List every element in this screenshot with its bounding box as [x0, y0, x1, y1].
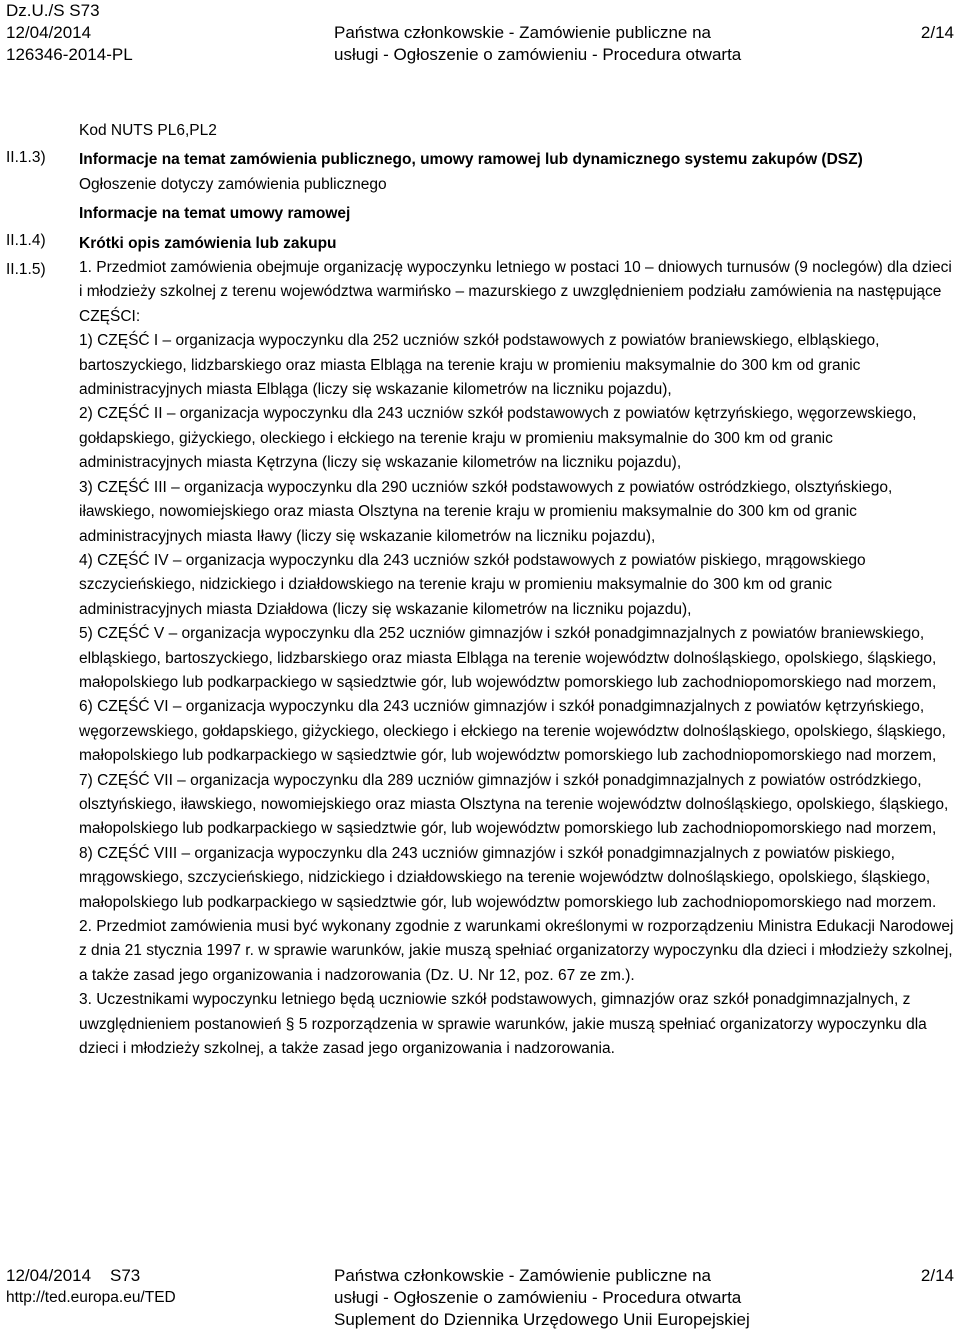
- footer-ted-link[interactable]: http://ted.europa.eu/TED: [6, 1289, 176, 1306]
- header-date: 12/04/2014: [6, 23, 92, 42]
- header-notice-id: 126346-2014-PL: [6, 45, 133, 64]
- footer-page-number: 2/14: [920, 1266, 954, 1285]
- description-title: Krótki opis zamówienia lub zakupu: [79, 234, 337, 252]
- footer-title-line2: usługi - Ogłoszenie o zamówieniu - Procedura otwarta: [334, 1288, 742, 1307]
- info-value: Ogłoszenie dotyczy zamówienia publicznego: [79, 175, 387, 193]
- header-title-line2: usługi - Ogłoszenie o zamówieniu - Procedura otwarta: [334, 45, 742, 64]
- section-number-ii-1-4: II.1.4): [6, 232, 46, 249]
- description-paragraph: 3. Uczestnikami wypoczynku letniego będą uczniowie szkół podstawowych, gimnazjów oraz szkół ponadgimnazjalnych, z uwzględnieniem postanowień § 5 rozporządzenia w sprawie warunków, jakie muszą spełniać organizatorzy wypoczynku dla dzieci i młodzieży szkolnej, a także zasad jego organizowania i nadzorowania.: [79, 991, 927, 1058]
- description-paragraph: 1) CZĘŚĆ I – organizacja wypoczynku dla 252 uczniów szkół podstawowych z powiatów braniewskiego, elbląskiego, bartoszyckiego, lidzbarskiego oraz miasta Elbląga na terenie kraju w promieniu maksymalnie do 300 km od granic administracyjnych miasta Elbląga (liczy się wskazanie kilometrów na liczniku pojazdu),: [79, 332, 880, 399]
- notice-content: [79, 119, 955, 1061]
- description-paragraph: 3) CZĘŚĆ III – organizacja wypoczynku dla 290 uczniów szkół podstawowych z powiatów ostródzkiego, olsztyńskiego, iławskiego, nowomiejskiego oraz miasta Olsztyna na terenie kraju w promieniu maksymalnie do 300 km od granic administracyjnych miasta Iławy (liczy się wskazanie kilometrów na liczniku pojazdu),: [79, 478, 893, 545]
- description-paragraph: 1. Przedmiot zamówienia obejmuje organizację wypoczynku letniego w postaci 10 – dniowych turnusów (9 noclegów) dla dzieci i młodzieży szkolnej z terenu województwa warmińsko – mazurskiego z uwzględnieniem podziału zamówienia na następujące CZĘŚCI:: [79, 259, 952, 325]
- framework-title: Informacje na temat umowy ramowej: [79, 205, 351, 223]
- description-paragraph: 2. Przedmiot zamówienia musi być wykonany zgodnie z warunkami określonymi w rozporządzeniu Ministra Edukacji Narodowej z dnia 21 stycznia 1997 r. w sprawie warunków, jakie muszą spełniać organizatorzy wypoczynku dla dzieci i młodzieży szkolnej, a także zasad jego organizowania i nadzorowania (Dz. U. Nr 12, poz. 67 ze zm.).: [79, 918, 954, 984]
- description-paragraph: 7) CZĘŚĆ VII – organizacja wypoczynku dla 289 uczniów gimnazjów i szkół ponadgimnazjalnych z powiatów ostródzkiego, olsztyńskiego, iławskiego, nowomiejskiego oraz miasta Olsztyna na terenie województw dolnośląskiego, opolskiego, śląskiego, małopolskiego lub podkarpackiego w sąsiedztwie gór, lub województw pomorskiego lub zachodniopomorskiego nad morzem,: [79, 771, 949, 838]
- section-number-ii-1-3: II.1.3): [6, 149, 46, 166]
- description-paragraph: 6) CZĘŚĆ VI – organizacja wypoczynku dla 243 uczniów gimnazjów i szkół ponadgimnazjalnych z powiatów kętrzyńskiego, węgorzewskiego, gołdapskiego, giżyckiego, oleckiego i ełckiego na terenie województw dolnośląskiego, opolskiego, śląskiego, małopolskiego lub podkarpackiego w sąsiedztwie gór, lub województw pomorskiego lub zachodniopomorskiego nad morzem,: [79, 698, 946, 765]
- nuts-code: Kod NUTS PL6,PL2: [79, 122, 217, 139]
- description-paragraph: 5) CZĘŚĆ V – organizacja wypoczynku dla 252 uczniów gimnazjów i szkół ponadgimnazjalnych z powiatów braniewskiego, elbląskiego, bartoszyckiego, lidzbarskiego oraz miasta Elbląga na terenie województw dolnośląskiego, opolskiego, śląskiego, małopolskiego lub podkarpackiego w sąsiedztwie gór, lub województw pomorskiego lub zachodniopomorskiego nad morzem,: [79, 625, 937, 691]
- footer-date-code: 12/04/2014 S73: [6, 1266, 141, 1285]
- description-paragraph: 4) CZĘŚĆ IV – organizacja wypoczynku dla 243 uczniów szkół podstawowych z powiatów piskiego, mrągowskiego szczycieńskiego, nidzickiego i działdowskiego na terenie kraju w promieniu maksymalnie do 300 km od granic administracyjnych miasta Działdowa (liczy się wskazanie kilometrów na liczniku pojazdu),: [79, 551, 866, 618]
- description-paragraph: 2) CZĘŚĆ II – organizacja wypoczynku dla 243 uczniów szkół podstawowych z powiatów kętrzyńskiego, węgorzewskiego, gołdapskiego, giżyckiego, oleckiego i ełckiego na terenie kraju w promieniu maksymalnie do 300 km od granic administracyjnych miasta Kętrzyna (liczy się wskazanie kilometrów na liczniku pojazdu),: [79, 405, 917, 472]
- header-journal-ref: Dz.U./S S73: [6, 1, 100, 20]
- footer-title-line1: Państwa członkowskie - Zamówienie publiczne na: [334, 1266, 712, 1285]
- header-title-line1: Państwa członkowskie - Zamówienie publiczne na: [334, 23, 712, 42]
- info-title: Informacje na temat zamówienia publicznego, umowy ramowej lub dynamicznego systemu zakupów (DSZ): [79, 151, 863, 169]
- description-paragraph: 8) CZĘŚĆ VIII – organizacja wypoczynku dla 243 uczniów gimnazjów i szkół ponadgimnazjalnych z powiatów piskiego, mrągowskiego, szczycieńskiego, nidzickiego i działdowskiego na terenie województw dolnośląskiego, opolskiego, śląskiego, małopolskiego lub podkarpackiego w sąsiedztwie gór, lub województw pomorskiego lub zachodniopomorskiego nad morzem.: [79, 844, 937, 911]
- section-number-ii-1-5: II.1.5): [6, 261, 46, 278]
- header-page-number: 2/14: [920, 23, 954, 42]
- footer-supplement: Suplement do Dziennika Urzędowego Unii Europejskiej: [334, 1310, 750, 1329]
